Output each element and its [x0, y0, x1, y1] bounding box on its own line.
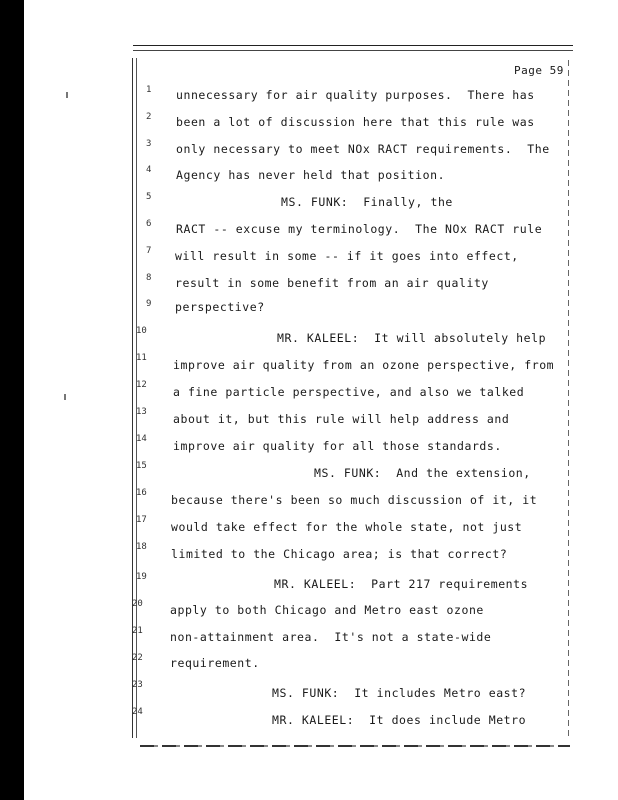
transcript-line: result in some benefit from an air quality [175, 276, 489, 290]
transcript-line: unnecessary for air quality purposes. There has [176, 88, 535, 102]
scan-border [0, 0, 24, 800]
line-number: 4 [146, 165, 152, 175]
line-number: 5 [146, 192, 152, 202]
transcript-line: improve air quality from an ozone perspective, from [173, 358, 555, 372]
transcript-line: limited to the Chicago area; is that correct? [171, 547, 508, 561]
transcript-line: MR. KALEEL: It will absolutely help [277, 331, 547, 345]
line-number: 7 [146, 246, 152, 256]
top-border-line [133, 45, 573, 46]
transcript-line: about it, but this rule will help address and [173, 412, 510, 426]
transcript-line: been a lot of discussion here that this rule was [176, 115, 535, 129]
transcript-line: a fine particle perspective, and also we talked [173, 385, 525, 399]
line-number: 22 [132, 653, 143, 663]
line-number: 19 [136, 572, 147, 582]
line-number: 11 [136, 353, 147, 363]
transcript-line: requirement. [170, 656, 260, 670]
line-number: 1 [146, 85, 152, 95]
transcript-line: MS. FUNK: It includes Metro east? [272, 686, 527, 700]
line-number: 14 [136, 434, 147, 444]
line-number: 6 [146, 219, 152, 229]
line-number: 9 [146, 299, 152, 309]
transcript-line: MR. KALEEL: Part 217 requirements [274, 577, 529, 591]
line-number: 3 [146, 139, 152, 149]
transcript-line: because there's been so much discussion of it, it [171, 493, 538, 507]
bottom-border-line [140, 745, 570, 747]
transcript-line: MS. FUNK: Finally, the [281, 195, 453, 209]
right-margin-line [568, 60, 569, 740]
line-number: 17 [136, 515, 147, 525]
page-number: Page 59 [514, 64, 564, 77]
line-number: 2 [146, 112, 152, 122]
scan-speck [66, 92, 68, 98]
left-margin-line [132, 58, 133, 738]
line-number: 13 [136, 407, 147, 417]
transcript-line: Agency has never held that position. [176, 168, 446, 182]
transcript-line: perspective? [175, 300, 265, 314]
transcript-line: would take effect for the whole state, not just [171, 520, 523, 534]
left-margin-line-inner [136, 58, 137, 738]
line-number: 23 [132, 680, 143, 690]
line-number: 12 [136, 380, 147, 390]
transcript-line: RACT -- excuse my terminology. The NOx RACT rule [176, 222, 543, 236]
transcript-line: MS. FUNK: And the extension, [314, 466, 531, 480]
line-number: 24 [132, 707, 143, 717]
transcript-line: only necessary to meet NOx RACT requirements. The [176, 142, 550, 156]
line-number: 16 [136, 488, 147, 498]
line-number: 21 [132, 626, 143, 636]
transcript-line: improve air quality for all those standards. [173, 439, 502, 453]
line-number: 20 [132, 599, 143, 609]
scan-speck [64, 394, 66, 400]
transcript-line: MR. KALEEL: It does include Metro [272, 713, 527, 727]
line-number: 15 [136, 461, 147, 471]
line-number: 8 [146, 273, 152, 283]
transcript-line: non-attainment area. It's not a state-wide [170, 630, 492, 644]
transcript-line: will result in some -- if it goes into effect, [175, 249, 519, 263]
line-number: 18 [136, 542, 147, 552]
line-number: 10 [136, 326, 147, 336]
transcript-line: apply to both Chicago and Metro east ozone [170, 603, 484, 617]
top-border-line-inner [133, 50, 573, 51]
